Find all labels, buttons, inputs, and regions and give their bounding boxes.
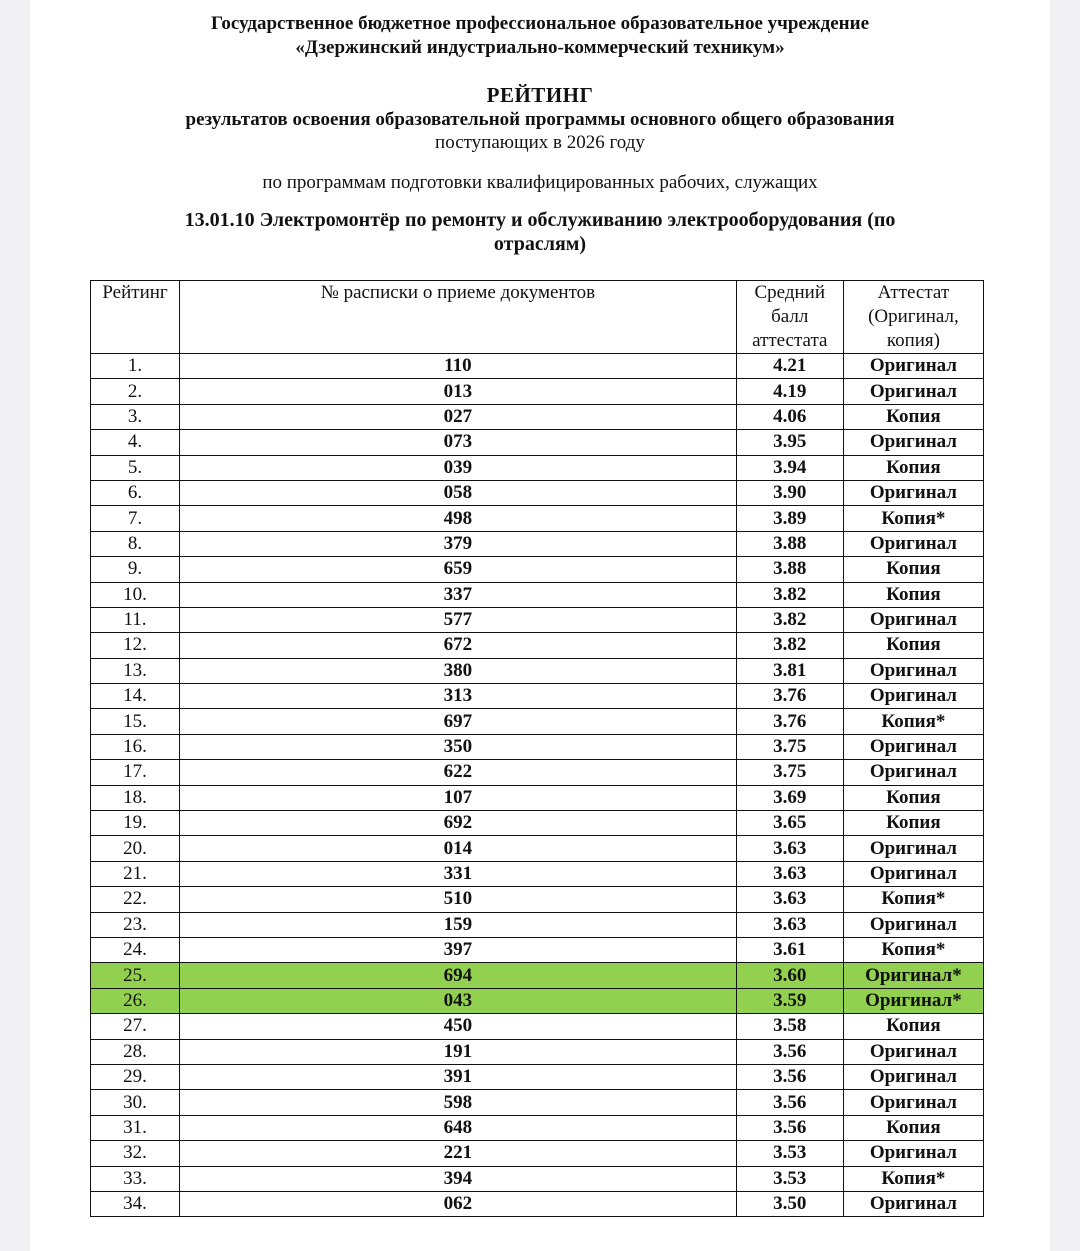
rank-cell: 11. bbox=[91, 607, 180, 632]
receipt-number-cell: 697 bbox=[180, 709, 737, 734]
document-page bbox=[30, 0, 1050, 1251]
rank-cell: 29. bbox=[91, 1064, 180, 1089]
receipt-number-cell: 598 bbox=[180, 1090, 737, 1115]
receipt-number-cell: 397 bbox=[180, 937, 737, 962]
table-row bbox=[91, 1191, 984, 1216]
subtitle-line2: поступающих в 2026 году bbox=[435, 132, 645, 153]
table-row bbox=[91, 785, 984, 810]
rank-cell: 6. bbox=[91, 480, 180, 505]
average-score-cell: 3.56 bbox=[736, 1115, 843, 1140]
column-header-average-line2: балл bbox=[771, 306, 809, 327]
rank-cell: 22. bbox=[91, 887, 180, 912]
receipt-number-cell: 510 bbox=[180, 887, 737, 912]
receipt-number-cell: 692 bbox=[180, 811, 737, 836]
table-row bbox=[91, 506, 984, 531]
average-score-cell: 3.82 bbox=[736, 607, 843, 632]
receipt-number-cell: 043 bbox=[180, 988, 737, 1013]
table-row-highlighted bbox=[91, 963, 984, 988]
certificate-type-cell: Копия bbox=[843, 811, 983, 836]
average-score-cell: 3.88 bbox=[736, 557, 843, 582]
table-row bbox=[91, 1115, 984, 1140]
table-row bbox=[91, 1141, 984, 1166]
organization-name-line2: «Дзержинский индустриально-коммерческий техникум» bbox=[295, 37, 785, 58]
rank-cell: 28. bbox=[91, 1039, 180, 1064]
table-body bbox=[91, 354, 984, 1217]
rank-cell: 19. bbox=[91, 811, 180, 836]
certificate-type-cell: Оригинал bbox=[843, 658, 983, 683]
rank-cell: 16. bbox=[91, 734, 180, 759]
certificate-type-cell: Копия* bbox=[843, 887, 983, 912]
certificate-type-cell: Оригинал bbox=[843, 1191, 983, 1216]
certificate-type-cell: Копия* bbox=[843, 937, 983, 962]
average-score-cell: 3.53 bbox=[736, 1141, 843, 1166]
certificate-type-cell: Оригинал bbox=[843, 1064, 983, 1089]
average-score-cell: 3.76 bbox=[736, 709, 843, 734]
receipt-number-cell: 648 bbox=[180, 1115, 737, 1140]
rank-cell: 7. bbox=[91, 506, 180, 531]
table-row bbox=[91, 836, 984, 861]
rank-cell: 24. bbox=[91, 937, 180, 962]
rank-cell: 33. bbox=[91, 1166, 180, 1191]
table-row bbox=[91, 379, 984, 404]
average-score-cell: 3.75 bbox=[736, 760, 843, 785]
certificate-type-cell: Копия bbox=[843, 1115, 983, 1140]
table-row bbox=[91, 684, 984, 709]
rank-cell: 12. bbox=[91, 633, 180, 658]
average-score-cell: 4.21 bbox=[736, 354, 843, 379]
receipt-number-cell: 313 bbox=[180, 684, 737, 709]
rank-cell: 20. bbox=[91, 836, 180, 861]
table-row bbox=[91, 607, 984, 632]
rank-cell: 27. bbox=[91, 1014, 180, 1039]
certificate-type-cell: Оригинал bbox=[843, 354, 983, 379]
receipt-number-cell: 379 bbox=[180, 531, 737, 556]
column-header-certificate-line2: (Оригинал, bbox=[868, 306, 959, 327]
rank-cell: 30. bbox=[91, 1090, 180, 1115]
certificate-type-cell: Оригинал bbox=[843, 1039, 983, 1064]
certificate-type-cell: Оригинал* bbox=[843, 963, 983, 988]
receipt-number-cell: 027 bbox=[180, 404, 737, 429]
table-row bbox=[91, 531, 984, 556]
receipt-number-cell: 450 bbox=[180, 1014, 737, 1039]
rank-cell: 23. bbox=[91, 912, 180, 937]
average-score-cell: 3.63 bbox=[736, 887, 843, 912]
average-score-cell: 3.82 bbox=[736, 633, 843, 658]
rank-cell: 1. bbox=[91, 354, 180, 379]
receipt-number-cell: 350 bbox=[180, 734, 737, 759]
receipt-number-cell: 394 bbox=[180, 1166, 737, 1191]
receipt-number-cell: 221 bbox=[180, 1141, 737, 1166]
rank-cell: 4. bbox=[91, 430, 180, 455]
receipt-number-cell: 107 bbox=[180, 785, 737, 810]
table-row bbox=[91, 1064, 984, 1089]
rank-cell: 25. bbox=[91, 963, 180, 988]
receipt-number-cell: 014 bbox=[180, 836, 737, 861]
rank-cell: 10. bbox=[91, 582, 180, 607]
receipt-number-cell: 062 bbox=[180, 1191, 737, 1216]
rank-cell: 34. bbox=[91, 1191, 180, 1216]
receipt-number-cell: 058 bbox=[180, 480, 737, 505]
certificate-type-cell: Оригинал bbox=[843, 1141, 983, 1166]
rank-cell: 8. bbox=[91, 531, 180, 556]
receipt-number-cell: 672 bbox=[180, 633, 737, 658]
average-score-cell: 3.89 bbox=[736, 506, 843, 531]
certificate-type-cell: Копия bbox=[843, 785, 983, 810]
certificate-type-cell: Копия bbox=[843, 557, 983, 582]
average-score-cell: 4.19 bbox=[736, 379, 843, 404]
receipt-number-cell: 391 bbox=[180, 1064, 737, 1089]
average-score-cell: 3.56 bbox=[736, 1064, 843, 1089]
table-row bbox=[91, 811, 984, 836]
average-score-cell: 3.65 bbox=[736, 811, 843, 836]
average-score-cell: 3.50 bbox=[736, 1191, 843, 1216]
certificate-type-cell: Оригинал bbox=[843, 734, 983, 759]
average-score-cell: 3.56 bbox=[736, 1090, 843, 1115]
column-header-receipt bbox=[180, 281, 737, 354]
certificate-type-cell: Копия* bbox=[843, 1166, 983, 1191]
table-row bbox=[91, 912, 984, 937]
program-line: по программам подготовки квалифицированных рабочих, служащих bbox=[262, 172, 818, 193]
table-row bbox=[91, 557, 984, 582]
table-row bbox=[91, 760, 984, 785]
certificate-type-cell: Оригинал* bbox=[843, 988, 983, 1013]
page-title: РЕЙТИНГ bbox=[486, 83, 594, 107]
receipt-number-cell: 039 bbox=[180, 455, 737, 480]
table-row bbox=[91, 430, 984, 455]
table-row bbox=[91, 354, 984, 379]
certificate-type-cell: Оригинал bbox=[843, 861, 983, 886]
rank-cell: 5. bbox=[91, 455, 180, 480]
column-header-rank-label: Рейтинг bbox=[102, 282, 168, 303]
average-score-cell: 3.95 bbox=[736, 430, 843, 455]
rank-cell: 15. bbox=[91, 709, 180, 734]
receipt-number-cell: 191 bbox=[180, 1039, 737, 1064]
average-score-cell: 3.94 bbox=[736, 455, 843, 480]
certificate-type-cell: Оригинал bbox=[843, 1090, 983, 1115]
average-score-cell: 3.56 bbox=[736, 1039, 843, 1064]
table-row bbox=[91, 1014, 984, 1039]
column-header-average bbox=[736, 281, 843, 354]
certificate-type-cell: Оригинал bbox=[843, 379, 983, 404]
certificate-type-cell: Оригинал bbox=[843, 531, 983, 556]
average-score-cell: 3.90 bbox=[736, 480, 843, 505]
receipt-number-cell: 073 bbox=[180, 430, 737, 455]
certificate-type-cell: Оригинал bbox=[843, 836, 983, 861]
column-header-receipt-label: № расписки о приеме документов bbox=[320, 282, 596, 303]
receipt-number-cell: 498 bbox=[180, 506, 737, 531]
receipt-number-cell: 331 bbox=[180, 861, 737, 886]
table-row bbox=[91, 658, 984, 683]
table-row bbox=[91, 734, 984, 759]
rank-cell: 3. bbox=[91, 404, 180, 429]
specialty-line1: 13.01.10 Электромонтёр по ремонту и обслуживанию электрооборудования (по bbox=[184, 209, 896, 231]
receipt-number-cell: 159 bbox=[180, 912, 737, 937]
column-header-certificate-line3: копия) bbox=[886, 330, 940, 351]
specialty-line2: отраслям) bbox=[493, 233, 587, 255]
rank-cell: 18. bbox=[91, 785, 180, 810]
table-row bbox=[91, 1039, 984, 1064]
table-header-row bbox=[91, 281, 984, 354]
table-row bbox=[91, 480, 984, 505]
average-score-cell: 3.63 bbox=[736, 836, 843, 861]
receipt-number-cell: 380 bbox=[180, 658, 737, 683]
average-score-cell: 3.76 bbox=[736, 684, 843, 709]
column-header-average-line3: аттестата bbox=[752, 330, 828, 351]
average-score-cell: 3.82 bbox=[736, 582, 843, 607]
rank-cell: 2. bbox=[91, 379, 180, 404]
rank-cell: 31. bbox=[91, 1115, 180, 1140]
receipt-number-cell: 659 bbox=[180, 557, 737, 582]
rank-cell: 17. bbox=[91, 760, 180, 785]
table-row bbox=[91, 709, 984, 734]
certificate-type-cell: Оригинал bbox=[843, 912, 983, 937]
average-score-cell: 3.58 bbox=[736, 1014, 843, 1039]
certificate-type-cell: Оригинал bbox=[843, 760, 983, 785]
certificate-type-cell: Копия* bbox=[843, 506, 983, 531]
rank-cell: 21. bbox=[91, 861, 180, 886]
rank-cell: 26. bbox=[91, 988, 180, 1013]
certificate-type-cell: Оригинал bbox=[843, 430, 983, 455]
certificate-type-cell: Копия bbox=[843, 455, 983, 480]
certificate-type-cell: Оригинал bbox=[843, 684, 983, 709]
average-score-cell: 3.81 bbox=[736, 658, 843, 683]
table-row bbox=[91, 582, 984, 607]
rank-cell: 9. bbox=[91, 557, 180, 582]
table-row bbox=[91, 404, 984, 429]
receipt-number-cell: 694 bbox=[180, 963, 737, 988]
average-score-cell: 3.61 bbox=[736, 937, 843, 962]
rank-cell: 14. bbox=[91, 684, 180, 709]
table-row bbox=[91, 1090, 984, 1115]
certificate-type-cell: Оригинал bbox=[843, 480, 983, 505]
table-row bbox=[91, 455, 984, 480]
receipt-number-cell: 622 bbox=[180, 760, 737, 785]
table-row bbox=[91, 937, 984, 962]
average-score-cell: 3.63 bbox=[736, 912, 843, 937]
receipt-number-cell: 110 bbox=[180, 354, 737, 379]
average-score-cell: 3.60 bbox=[736, 963, 843, 988]
table-row bbox=[91, 861, 984, 886]
receipt-number-cell: 577 bbox=[180, 607, 737, 632]
table-row bbox=[91, 1166, 984, 1191]
receipt-number-cell: 337 bbox=[180, 582, 737, 607]
certificate-type-cell: Копия* bbox=[843, 709, 983, 734]
certificate-type-cell: Копия bbox=[843, 633, 983, 658]
column-header-certificate bbox=[843, 281, 983, 354]
average-score-cell: 3.69 bbox=[736, 785, 843, 810]
average-score-cell: 4.06 bbox=[736, 404, 843, 429]
table-row bbox=[91, 887, 984, 912]
average-score-cell: 3.63 bbox=[736, 861, 843, 886]
subtitle-line1: результатов освоения образовательной программы основного общего образования bbox=[185, 109, 895, 130]
rank-cell: 13. bbox=[91, 658, 180, 683]
column-header-rank bbox=[91, 281, 180, 354]
average-score-cell: 3.59 bbox=[736, 988, 843, 1013]
certificate-type-cell: Копия bbox=[843, 582, 983, 607]
column-header-average-line1: Средний bbox=[754, 282, 826, 303]
certificate-type-cell: Оригинал bbox=[843, 607, 983, 632]
rank-cell: 32. bbox=[91, 1141, 180, 1166]
certificate-type-cell: Копия bbox=[843, 1014, 983, 1039]
table-row bbox=[91, 633, 984, 658]
rating-table bbox=[90, 280, 984, 1217]
average-score-cell: 3.75 bbox=[736, 734, 843, 759]
organization-name-line1: Государственное бюджетное профессиональное образовательное учреждение bbox=[210, 13, 870, 34]
column-header-certificate-line1: Аттестат bbox=[877, 282, 950, 303]
average-score-cell: 3.53 bbox=[736, 1166, 843, 1191]
average-score-cell: 3.88 bbox=[736, 531, 843, 556]
certificate-type-cell: Копия bbox=[843, 404, 983, 429]
table-row-highlighted bbox=[91, 988, 984, 1013]
receipt-number-cell: 013 bbox=[180, 379, 737, 404]
